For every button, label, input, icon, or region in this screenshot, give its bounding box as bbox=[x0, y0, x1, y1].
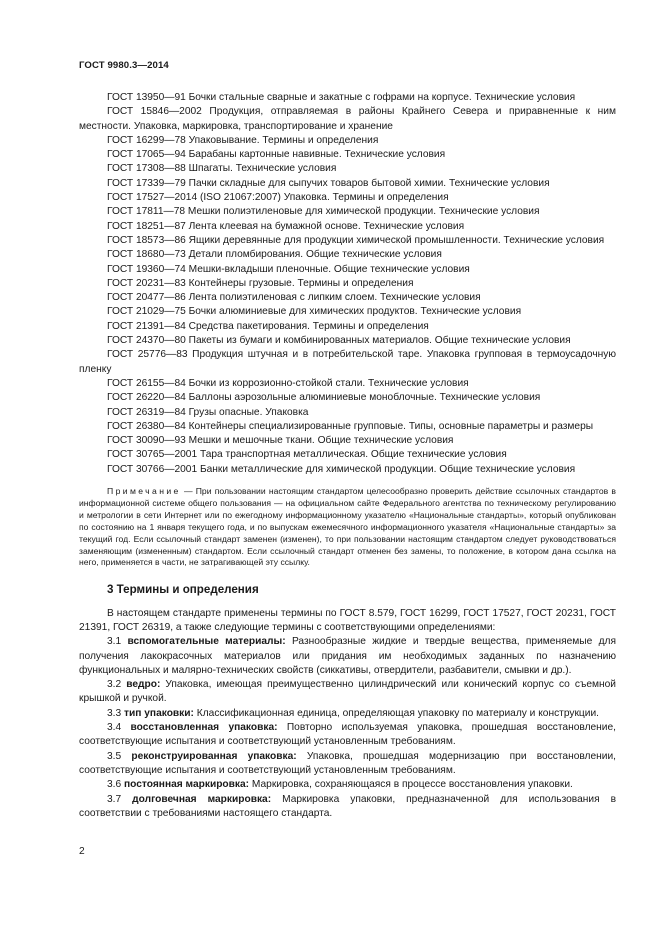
page-number: 2 bbox=[79, 846, 85, 857]
definition-item bbox=[79, 707, 616, 721]
reference-item: ГОСТ 26319—84 Грузы опасные. Упаковка bbox=[107, 406, 309, 418]
definition-number: 3.5 bbox=[107, 750, 122, 762]
reference-item: ГОСТ 18251—87 Лента клеевая на бумажной основе. Технические условия bbox=[107, 220, 465, 232]
definition-number: 3.3 bbox=[107, 707, 122, 719]
definitions-list bbox=[79, 607, 616, 821]
reference-item: ГОСТ 21391—84 Средства пакетирования. Термины и определения bbox=[107, 320, 429, 332]
reference-item: ГОСТ 18680—73 Детали пломбирования. Общие технические условия bbox=[107, 249, 442, 261]
definition-text: Классификационная единица, определяющая упаковку по материалу и конструкции. bbox=[193, 707, 599, 719]
reference-item: ГОСТ 25776—83 Продукция штучная и в потребительской таре. Упаковка групповая в термоусадочную пленку bbox=[79, 349, 616, 375]
reference-item: ГОСТ 15846—2002 Продукция, отправляемая в районы Крайнего Севера и приравненные к ним местности. Упаковка, маркировка, транспортирование и хранение bbox=[79, 106, 616, 132]
note-text: — При пользовании настоящим стандартом целесообразно проверить действие ссылочных стандартов в информационной системе общего пользования — на официальном сайте Федерального агентства по техническому регулированию и метрологии в сети Интернет или по ежегодному информационному указателю «Национальные стандарты», который опубликован по состоянию на 1 января текущего года, и по выпускам ежемесячного информационного указателя «Национальные стандарты» за текущий год. Если ссылочный стандарт заменен (изменен), то при пользовании настоящим стандартом следует руководствоваться заменяющим (измененным) стандартом. Если ссылочный стандарт отменен без замены, то положение, в котором дана ссылка на него, применяется в части, не затрагивающей эту ссылку. bbox=[79, 486, 616, 568]
reference-item: ГОСТ 26380—84 Контейнеры специализированные групповые. Типы, основные параметры и размеры bbox=[107, 420, 594, 432]
definition-term: реконструированная упаковка: bbox=[131, 750, 297, 762]
definition-number: 3.6 bbox=[107, 779, 122, 791]
reference-item: ГОСТ 13950—91 Бочки стальные сварные и закатные с гофрами на корпусе. Технические условия bbox=[107, 92, 576, 103]
reference-item: ГОСТ 21029—75 Бочки алюминиевые для химических продуктов. Технические условия bbox=[107, 306, 522, 318]
definition-item bbox=[79, 750, 616, 779]
definition-number: 3.7 bbox=[107, 793, 122, 805]
reference-item: ГОСТ 17527—2014 (ISO 21067:2007) Упаковка. Термины и определения bbox=[107, 192, 449, 204]
reference-item: ГОСТ 19360—74 Мешки-вкладыши пленочные. Общие технические условия bbox=[107, 263, 470, 275]
note-paragraph bbox=[79, 486, 616, 569]
definition-number: 3.1 bbox=[107, 636, 122, 648]
definition-term: ведро: bbox=[126, 679, 161, 691]
definition-number: 3.4 bbox=[107, 722, 122, 734]
reference-item: ГОСТ 17811—78 Мешки полиэтиленовые для химической продукции. Технические условия bbox=[107, 206, 540, 218]
reference-item: ГОСТ 18573—86 Ящики деревянные для продукции химической промышленности. Технические условия bbox=[107, 234, 605, 246]
reference-item: ГОСТ 17065—94 Барабаны картонные навивные. Технические условия bbox=[107, 149, 446, 161]
definition-term: вспомогательные материалы: bbox=[127, 636, 286, 648]
definition-item bbox=[79, 635, 616, 678]
definition-term: восстановленная упаковка: bbox=[130, 722, 278, 734]
definition-item bbox=[79, 721, 616, 750]
reference-item: ГОСТ 30765—2001 Тара транспортная металлическая. Общие технические условия bbox=[107, 449, 507, 461]
definition-number: 3.2 bbox=[107, 679, 122, 691]
definition-text: Маркировка, сохраняющаяся в процессе восстановления упаковки. bbox=[249, 779, 573, 791]
definition-item bbox=[79, 793, 616, 822]
reference-item: ГОСТ 20477—86 Лента полиэтиленовая с липким слоем. Технические условия bbox=[107, 292, 481, 304]
definition-text: Упаковка, имеющая преимущественно цилиндрический или конический корпус со съемной крышкой и ручкой. bbox=[79, 679, 616, 705]
normative-references-list bbox=[79, 91, 616, 477]
reference-item: ГОСТ 30090—93 Мешки и мешочные ткани. Общие технические условия bbox=[107, 435, 454, 447]
reference-item: ГОСТ 26220—84 Баллоны аэрозольные алюминиевые моноблочные. Технические условия bbox=[107, 392, 541, 404]
section-intro: В настоящем стандарте применены термины по ГОСТ 8.579, ГОСТ 16299, ГОСТ 17527, ГОСТ 20231, ГОСТ 21391, ГОСТ 26319, а также следующие термины с соответствующими определениями: bbox=[79, 607, 616, 633]
definition-text: Маркировка упаковки, предназначенной для использования в соответствии с требованиями настоящего стандарта. bbox=[79, 793, 616, 819]
reference-item: ГОСТ 17339—79 Пачки складные для сыпучих товаров бытовой химии. Технические условия bbox=[107, 177, 550, 189]
reference-item: ГОСТ 26155—84 Бочки из коррозионно-стойкой стали. Технические условия bbox=[107, 377, 469, 389]
document-body bbox=[79, 91, 616, 821]
note-label: Примечание bbox=[107, 486, 181, 497]
reference-item: ГОСТ 24370—80 Пакеты из бумаги и комбинированных материалов. Общие технические условия bbox=[107, 335, 571, 347]
definition-term: долговечная маркировка: bbox=[132, 793, 272, 805]
document-header: ГОСТ 9980.3—2014 bbox=[79, 60, 169, 71]
definition-item bbox=[79, 678, 616, 707]
definition-text: Разнообразные жидкие и твердые вещества, применяемые для получения лакокрасочных материалов или придания им необходимых заданных по назначению функциональных и малярно-технических свойств (сиккативы, отвердители, разбавители, смывки и др.). bbox=[79, 636, 616, 676]
reference-item: ГОСТ 16299—78 Упаковывание. Термины и определения bbox=[107, 134, 379, 146]
definition-term: тип упаковки: bbox=[124, 707, 194, 719]
definition-text: Упаковка, прошедшая модернизацию при восстановлении, соответствующие испытания и соответствующий установленным требованиям. bbox=[79, 750, 616, 776]
section-title: 3 Термины и определения bbox=[107, 583, 259, 597]
reference-item: ГОСТ 20231—83 Контейнеры грузовые. Термины и определения bbox=[107, 277, 414, 289]
reference-item: ГОСТ 17308—88 Шпагаты. Технические условия bbox=[107, 163, 337, 175]
definition-text: Повторно используемая упаковка, прошедшая восстановление, соответствующие испытания и соответствующий установленным требованиям. bbox=[79, 722, 616, 748]
definition-item bbox=[79, 778, 616, 792]
definition-term: постоянная маркировка: bbox=[124, 779, 250, 791]
reference-item: ГОСТ 30766—2001 Банки металлические для химической продукции. Общие технические условия bbox=[107, 463, 576, 475]
